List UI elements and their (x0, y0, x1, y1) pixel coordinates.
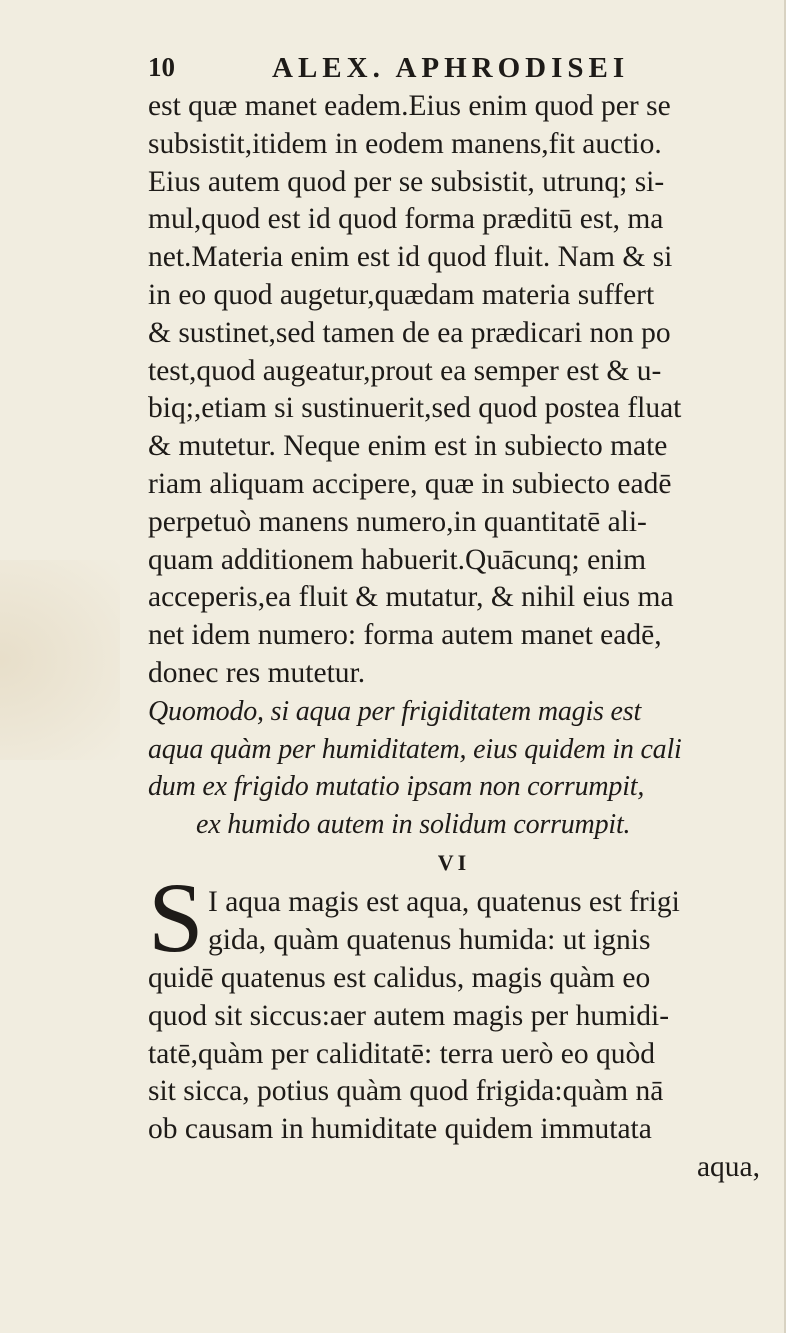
italic-heading-line: ex humido autem in solidum corrumpit. (196, 809, 631, 841)
text-line: subsistit,itidem in eodem manens,fit auctio. (148, 127, 662, 160)
text-line: & mutetur. Neque enim est in subiecto mate (148, 430, 668, 463)
text-line: ob causam in humiditate quidem immutata (148, 1113, 652, 1146)
text-line: biq;,etiam si sustinuerit,sed quod postea fluat (148, 392, 682, 425)
text-line: quam additionem habuerit.Quācunq; enim (148, 543, 647, 576)
section-number: VI (437, 849, 471, 875)
paper-stain (0, 560, 120, 760)
text-block (148, 88, 760, 882)
italic-heading-line: aqua quàm per humiditatem, eius quidem in cali (148, 733, 682, 765)
text-line: acceperis,ea fluit & mutatur, & nihil eius ma (148, 581, 674, 614)
text-line: gida, quàm quatenus humida: ut ignis (208, 923, 651, 956)
text-block-continued (148, 960, 760, 1187)
page-number: 10 (148, 52, 175, 82)
text-line: I aqua magis est aqua, quatenus est frigi (208, 886, 680, 918)
text-line: quod sit siccus:aer autem magis per humidi- (148, 999, 670, 1032)
text-line: donec res mutetur. (148, 656, 366, 689)
drop-cap: S (148, 862, 204, 973)
running-head: ALEX. APHRODISEI (272, 52, 630, 84)
text-line: mul,quod est id quod forma præditū est, ma (148, 203, 664, 236)
italic-heading-line: dum ex frigido mutatio ipsam non corrumpit, (148, 771, 645, 803)
page-header (148, 52, 748, 92)
text-line: & sustinet,sed tamen de ea prædicari non po (148, 316, 671, 349)
text-line: quidē quatenus est calidus, magis quàm eo (148, 962, 651, 994)
text-line: Eius autem quod per se subsistit, utrunq; si- (148, 165, 665, 198)
text-line: net idem numero: forma autem manet eadē, (148, 619, 662, 652)
text-line: perpetuò manens numero,in quantitatē ali- (148, 505, 647, 538)
text-line: est quæ manet eadem.Eius enim quod per se (148, 90, 671, 122)
text-line: in eo quod augetur,quædam materia suffert (148, 278, 655, 311)
text-line: sit sicca, potius quàm quod frigida:quàm nā (148, 1075, 664, 1108)
text-line: tatē,quàm per caliditatē: terra uerò eo quòd (148, 1037, 656, 1070)
italic-heading-line: Quomodo, si aqua per frigiditatem magis est (148, 695, 642, 727)
dropcap-text-block (208, 884, 760, 960)
catchword: aqua, (696, 1150, 760, 1183)
text-line: net.Materia enim est id quod fluit. Nam & si (148, 241, 673, 274)
text-line: riam aliquam accipere, quæ in subiecto eadē (148, 467, 672, 500)
text-line: test,quod augeatur,prout ea semper est & u- (148, 354, 662, 387)
